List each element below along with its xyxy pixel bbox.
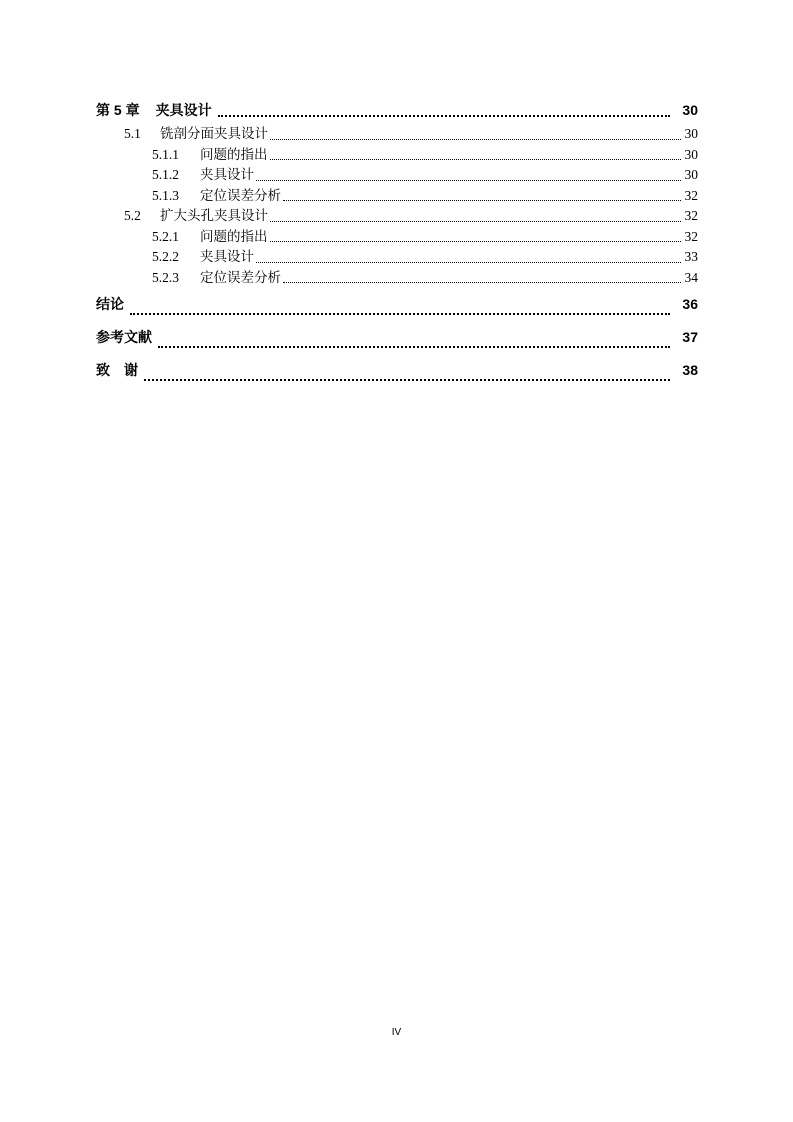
toc-subsection-number: 5.2.1 bbox=[152, 228, 179, 244]
toc-entry-5-1-3[interactable] bbox=[96, 186, 698, 207]
toc-subsection-number: 5.2.2 bbox=[152, 249, 179, 264]
toc-page-number: 38 bbox=[682, 362, 698, 378]
toc-page-number: 30 bbox=[684, 167, 698, 182]
toc-page-number: 32 bbox=[684, 187, 698, 203]
toc-section-number: 5.2 bbox=[124, 208, 141, 223]
toc-entry-5-2-3[interactable] bbox=[96, 268, 698, 289]
toc-entry-acknowledgements[interactable] bbox=[96, 359, 698, 392]
toc-leader-dots bbox=[256, 180, 681, 181]
toc-leader-dots bbox=[270, 159, 682, 160]
toc-entry-5-1-1[interactable] bbox=[96, 145, 698, 166]
toc-leader-dots bbox=[283, 200, 681, 201]
toc-chapter-title: 夹具设计 bbox=[155, 102, 212, 118]
toc-page-number: 32 bbox=[684, 208, 698, 223]
toc-section-title: 铣剖分面夹具设计 bbox=[160, 126, 268, 141]
toc-page-number: 36 bbox=[682, 296, 698, 312]
table-of-contents bbox=[96, 99, 698, 392]
toc-entry-5-2[interactable] bbox=[96, 206, 698, 227]
toc-entry-chapter-5[interactable] bbox=[96, 99, 698, 124]
toc-leader-dots bbox=[270, 221, 681, 222]
toc-page-number: 37 bbox=[682, 329, 698, 345]
toc-subsection-number: 5.2.3 bbox=[152, 269, 179, 285]
toc-leader-dots bbox=[256, 262, 681, 263]
toc-section-number: 5.1 bbox=[124, 126, 141, 141]
toc-entry-5-2-2[interactable] bbox=[96, 247, 698, 268]
toc-section-title: 扩大头孔夹具设计 bbox=[160, 208, 268, 223]
toc-entry-conclusion[interactable] bbox=[96, 293, 698, 326]
toc-subsection-title: 夹具设计 bbox=[200, 167, 254, 182]
page-footer-number: IV bbox=[391, 1027, 402, 1038]
toc-leader-dots bbox=[130, 313, 670, 315]
toc-chapter-title: 结论 bbox=[96, 296, 124, 312]
toc-chapter-title: 致 谢 bbox=[96, 362, 138, 378]
toc-page-number: 33 bbox=[684, 249, 698, 264]
toc-page-number: 30 bbox=[684, 126, 698, 141]
toc-leader-dots bbox=[283, 282, 681, 283]
toc-chapter-number: 第 5 章 bbox=[96, 102, 140, 118]
toc-leader-dots bbox=[270, 139, 681, 140]
toc-page-number: 32 bbox=[684, 228, 698, 244]
toc-subsection-title: 问题的指出 bbox=[200, 146, 268, 162]
toc-page-number: 30 bbox=[684, 146, 698, 162]
toc-page-number: 34 bbox=[684, 269, 698, 285]
toc-entry-references[interactable] bbox=[96, 326, 698, 359]
toc-subsection-title: 夹具设计 bbox=[200, 249, 254, 264]
toc-subsection-title: 问题的指出 bbox=[200, 228, 268, 244]
toc-subsection-number: 5.1.3 bbox=[152, 187, 179, 203]
toc-leader-dots bbox=[270, 241, 682, 242]
toc-subsection-title: 定位误差分析 bbox=[200, 269, 281, 285]
toc-leader-dots bbox=[158, 346, 670, 348]
toc-leader-dots bbox=[218, 115, 670, 117]
toc-subsection-number: 5.1.1 bbox=[152, 146, 179, 162]
toc-entry-5-2-1[interactable] bbox=[96, 227, 698, 248]
toc-entry-5-1[interactable] bbox=[96, 124, 698, 145]
toc-leader-dots bbox=[144, 379, 670, 381]
toc-page-number: 30 bbox=[682, 102, 698, 118]
toc-entry-5-1-2[interactable] bbox=[96, 165, 698, 186]
toc-subsection-number: 5.1.2 bbox=[152, 167, 179, 182]
toc-subsection-title: 定位误差分析 bbox=[200, 187, 281, 203]
toc-chapter-title: 参考文献 bbox=[96, 329, 152, 345]
